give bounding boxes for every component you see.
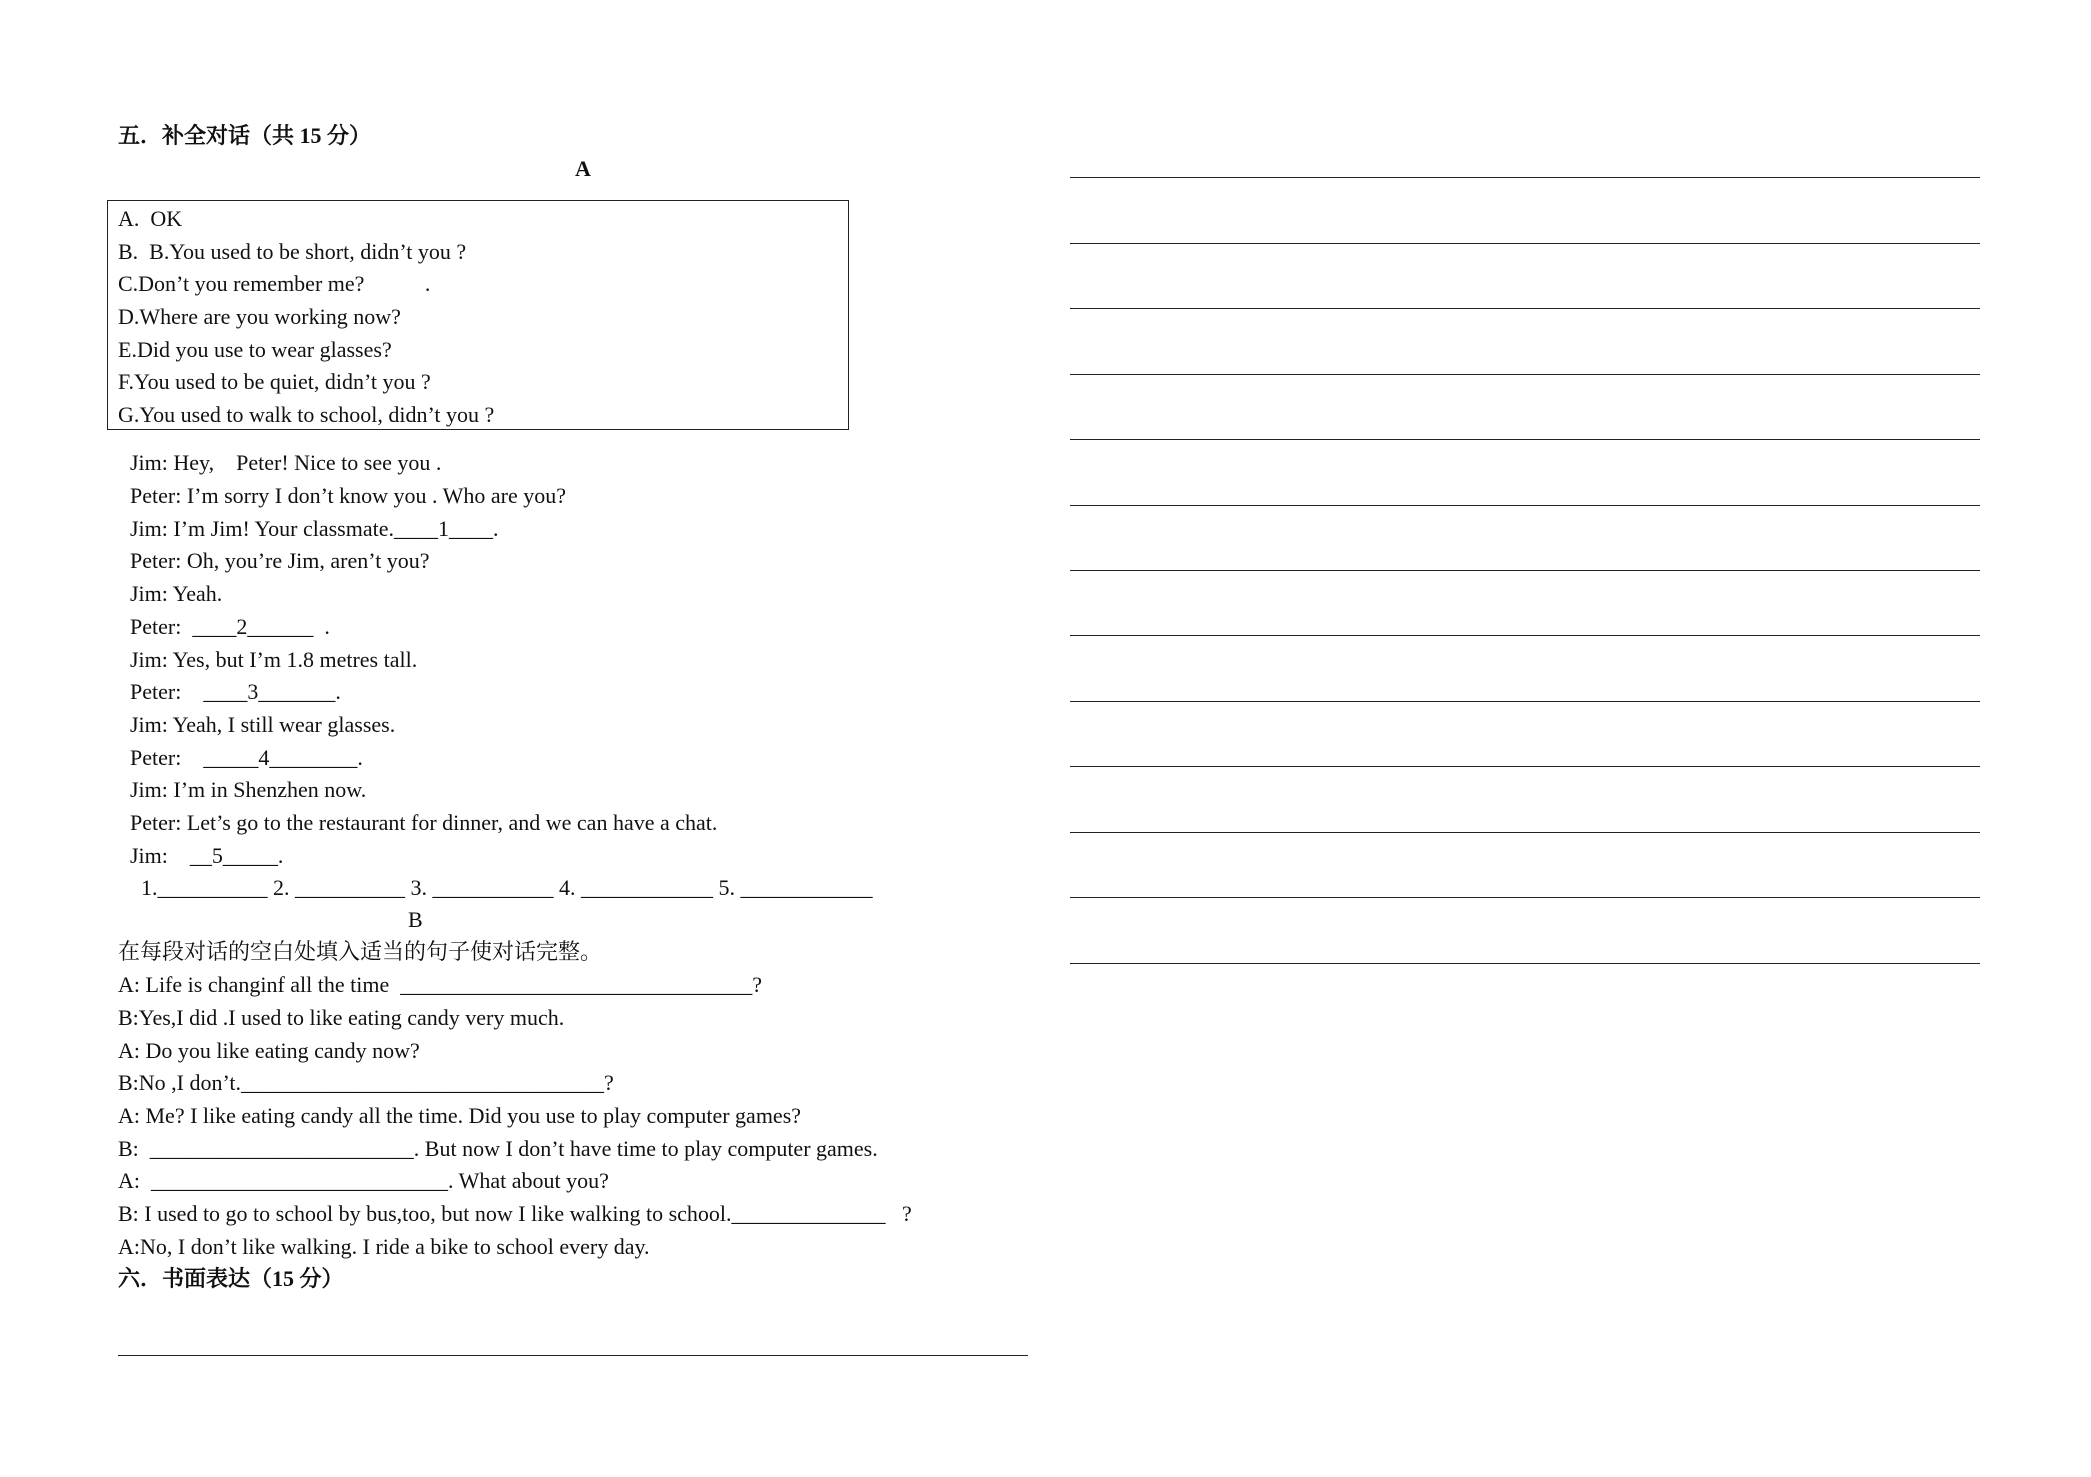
dialogue-b-line-3: A: Do you like eating candy now? [118, 1038, 420, 1063]
dialogue-a-line-11: Jim: I’m in Shenzhen now. [130, 777, 367, 802]
writing-line-7 [1070, 570, 1980, 571]
dialogue-a-line-10: Peter: _____4________. [130, 745, 363, 770]
dialogue-a-line-5: Jim: Yeah. [130, 581, 223, 606]
writing-line-4 [1070, 374, 1980, 375]
instruction-b: 在每段对话的空白处填入适当的句子使对话完整。 [118, 939, 603, 964]
dialogue-a-line-1: Jim: Hey, Peter! Nice to see you . [130, 450, 442, 475]
section6-title: 六．书面表达（15 分） [118, 1266, 344, 1291]
writing-line-1 [1070, 177, 1980, 178]
dialogue-a-line-12: Peter: Let’s go to the restaurant for dinner, and we can have a chat. [130, 810, 718, 835]
dialogue-b-line-5: A: Me? I like eating candy all the time. Did you use to play computer games? [118, 1103, 802, 1128]
writing-line-2 [1070, 243, 1980, 244]
writing-line-left [118, 1355, 1028, 1356]
option-b: B. B.You used to be short, didn’t you ? [118, 239, 467, 264]
dialogue-b-line-9: A:No, I don’t like walking. I ride a bike to school every day. [118, 1234, 650, 1259]
writing-line-13 [1070, 963, 1980, 964]
option-e: E.Did you use to wear glasses? [118, 337, 392, 362]
dialogue-a-line-2: Peter: I’m sorry I don’t know you . Who are you? [130, 483, 567, 508]
option-a: A. OK [118, 206, 183, 231]
dialogue-a-line-4: Peter: Oh, you’re Jim, aren’t you? [130, 548, 430, 573]
option-d: D.Where are you working now? [118, 304, 401, 329]
dialogue-b-line-6: B: ________________________. But now I don’t have time to play computer games. [118, 1136, 878, 1161]
part-b-label: B [408, 907, 423, 932]
writing-line-5 [1070, 439, 1980, 440]
dialogue-b-line-4: B:No ,I don’t._________________________________? [118, 1070, 614, 1095]
writing-line-8 [1070, 635, 1980, 636]
dialogue-b-line-2: B:Yes,I did .I used to like eating candy very much. [118, 1005, 565, 1030]
writing-line-12 [1070, 897, 1980, 898]
dialogue-a-line-13: Jim: __5_____. [130, 843, 284, 868]
part-a-label: A [575, 156, 591, 181]
option-g: G.You used to walk to school, didn’t you ? [118, 402, 495, 427]
writing-line-10 [1070, 766, 1980, 767]
dialogue-a-line-8: Peter: ____3_______. [130, 679, 341, 704]
section5-title: 五．补全对话（共 15 分） [118, 123, 372, 148]
option-c: C.Don’t you remember me? . [118, 271, 431, 296]
dialogue-b-line-1: A: Life is changinf all the time ________________________________? [118, 972, 763, 997]
writing-line-9 [1070, 701, 1980, 702]
dialogue-a-line-3: Jim: I’m Jim! Your classmate.____1____. [130, 516, 499, 541]
writing-line-3 [1070, 308, 1980, 309]
option-f: F.You used to be quiet, didn’t you ? [118, 369, 431, 394]
writing-line-11 [1070, 832, 1980, 833]
dialogue-a-line-9: Jim: Yeah, I still wear glasses. [130, 712, 396, 737]
dialogue-a-line-6: Peter: ____2______ . [130, 614, 330, 639]
dialogue-a-line-7: Jim: Yes, but I’m 1.8 metres tall. [130, 647, 418, 672]
dialogue-b-line-7: A: ___________________________. What about you? [118, 1168, 609, 1193]
answer-blanks-a: 1.__________ 2. __________ 3. ___________ 4. ____________ 5. ____________ [130, 875, 873, 900]
dialogue-b-line-8: B: I used to go to school by bus,too, but now I like walking to school.______________ ? [118, 1201, 912, 1226]
writing-line-6 [1070, 505, 1980, 506]
